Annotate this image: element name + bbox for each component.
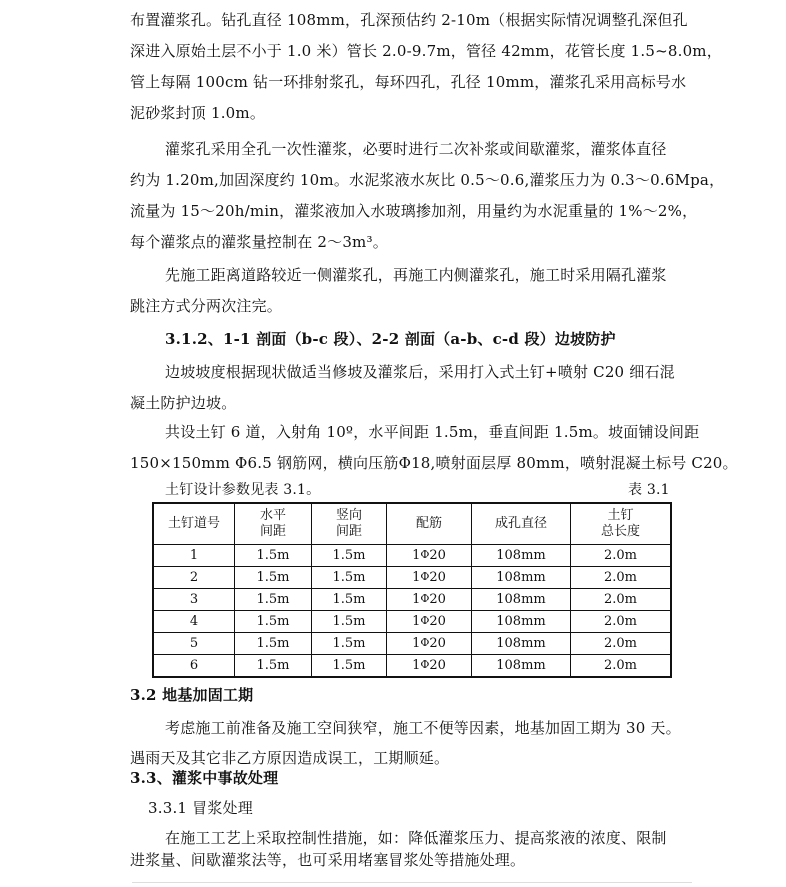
table-cell: 3 — [153, 589, 235, 611]
paragraph-line: 约为 1.20m,加固深度约 10m。水泥浆液水灰比 0.5～0.6,灌浆压力为 0.3～0.6Mpa， — [130, 171, 725, 189]
paragraph-line: 考虑施工前准备及施工空间狭窄，施工不便等因素，地基加固工期为 30 天。 — [165, 719, 681, 737]
table-cell: 108mm — [472, 545, 571, 567]
table-header-cell: 土钉 总长度 — [571, 503, 672, 545]
paragraph-line: 边坡坡度根据现状做适当修坡及灌浆后，采用打入式土钉+喷射 C20 细石混 — [165, 363, 675, 381]
table-cell: 1.5m — [235, 545, 312, 567]
table-cell: 4 — [153, 611, 235, 633]
paragraph-line: 管上每隔 100cm 钻一环排射浆孔，每环四孔，孔径 10mm，灌浆孔采用高标号水 — [130, 73, 687, 91]
table-cell: 1.5m — [312, 633, 387, 655]
rebar-symbol: Φ — [420, 614, 430, 627]
table-cell: 108mm — [472, 567, 571, 589]
table-cell: 1Φ20 — [387, 567, 472, 589]
table-row — [153, 611, 671, 633]
table-cell: 1Φ20 — [387, 633, 472, 655]
paragraph-line: 流量为 15～20h/min，灌浆液加入水玻璃掺加剂，用量约为水泥重量的 1%～2%， — [130, 202, 698, 220]
table-cell: 1Φ20 — [387, 655, 472, 678]
paragraph-line: 遇雨天及其它非乙方原因造成误工，工期顺延。 — [130, 749, 450, 767]
table-row — [153, 567, 671, 589]
paragraph-line: 深进入原始土层不小于 1.0 米）管长 2.0-9.7m，管径 42mm，花管长度 1.5~8.0m， — [130, 42, 722, 60]
table-cell: 1.5m — [312, 655, 387, 678]
paragraph-line: 布置灌浆孔。钻孔直径 108mm，孔深预估约 2-10m（根据实际情况调整孔深但孔 — [130, 11, 688, 29]
table-header-cell: 成孔直径 — [472, 503, 571, 545]
table-header-cell: 竖向 间距 — [312, 503, 387, 545]
table-cell: 1.5m — [312, 611, 387, 633]
table-row — [153, 633, 671, 655]
table-cell: 108mm — [472, 589, 571, 611]
paragraph-line: 凝土防护边坡。 — [130, 394, 237, 412]
section-heading: 3.2 地基加固工期 — [130, 686, 254, 704]
table-cell: 2.0m — [571, 611, 672, 633]
table-header-cell: 土钉道号 — [153, 503, 235, 545]
subsection-heading: 3.3.1 冒浆处理 — [148, 799, 253, 817]
paragraph-line: 灌浆孔采用全孔一次性灌浆，必要时进行二次补浆或间歇灌浆，灌浆体直径 — [165, 140, 667, 158]
table-row — [153, 589, 671, 611]
rebar-symbol: Φ — [420, 592, 430, 605]
table-cell: 108mm — [472, 655, 571, 678]
table-cell: 2.0m — [571, 655, 672, 678]
table-cell: 1.5m — [235, 655, 312, 678]
table-cell: 2 — [153, 567, 235, 589]
soil-nail-parameter-table — [152, 502, 672, 678]
table-cell: 5 — [153, 633, 235, 655]
table-cell: 1.5m — [235, 611, 312, 633]
table-cell: 1.5m — [235, 633, 312, 655]
page-bottom-divider — [132, 882, 692, 883]
table-header-row — [153, 503, 671, 545]
table-caption: 表 3.1 — [628, 482, 670, 498]
table-header-cell: 水平 间距 — [235, 503, 312, 545]
paragraph-line: 跳注方式分两次注完。 — [130, 297, 283, 315]
table-cell: 1.5m — [312, 567, 387, 589]
section-heading: 3.1.2、1-1 剖面（b-c 段）、2-2 剖面（a-b、c-d 段）边坡防护 — [165, 330, 616, 348]
table-cell: 1Φ20 — [387, 589, 472, 611]
table-cell: 108mm — [472, 611, 571, 633]
table-cell: 1.5m — [235, 567, 312, 589]
table-header-cell: 配筋 — [387, 503, 472, 545]
table-cell: 1 — [153, 545, 235, 567]
paragraph-line: 共设土钉 6 道，入射角 10º，水平间距 1.5m，垂直间距 1.5m。坡面铺设间距 — [165, 423, 700, 441]
paragraph-line: 每个灌浆点的灌浆量控制在 2～3m³。 — [130, 233, 388, 251]
rebar-symbol: Φ — [420, 658, 430, 671]
rebar-symbol: Φ — [420, 548, 430, 561]
paragraph-line: 泥砂浆封顶 1.0m。 — [130, 104, 266, 122]
table-cell: 108mm — [472, 633, 571, 655]
table-cell: 2.0m — [571, 633, 672, 655]
table-row — [153, 545, 671, 567]
paragraph-line: 进浆量、间歇灌浆法等，也可采用堵塞冒浆处等措施处理。 — [130, 851, 526, 869]
table-row — [153, 655, 671, 678]
table-cell: 6 — [153, 655, 235, 678]
rebar-symbol: Φ — [420, 636, 430, 649]
table-cell: 1Φ20 — [387, 545, 472, 567]
table-cell: 1.5m — [312, 589, 387, 611]
rebar-symbol: Φ — [420, 570, 430, 583]
table-cell: 1.5m — [312, 545, 387, 567]
table-intro: 土钉设计参数见表 3.1。 — [165, 482, 321, 498]
paragraph-line: 在施工工艺上采取控制性措施，如：降低灌浆压力、提高浆液的浓度、限制 — [165, 829, 667, 847]
table-cell: 2.0m — [571, 545, 672, 567]
section-heading: 3.3、灌浆中事故处理 — [130, 769, 279, 787]
table-cell: 1.5m — [235, 589, 312, 611]
table-cell: 2.0m — [571, 567, 672, 589]
paragraph-line: 先施工距离道路较近一侧灌浆孔，再施工内侧灌浆孔，施工时采用隔孔灌浆 — [165, 266, 667, 284]
paragraph-line: 150×150mm Φ6.5 钢筋网，横向压筋Φ18,喷射面层厚 80mm，喷射混凝土标号 C20。 — [130, 454, 738, 472]
table-cell: 1Φ20 — [387, 611, 472, 633]
table-cell: 2.0m — [571, 589, 672, 611]
